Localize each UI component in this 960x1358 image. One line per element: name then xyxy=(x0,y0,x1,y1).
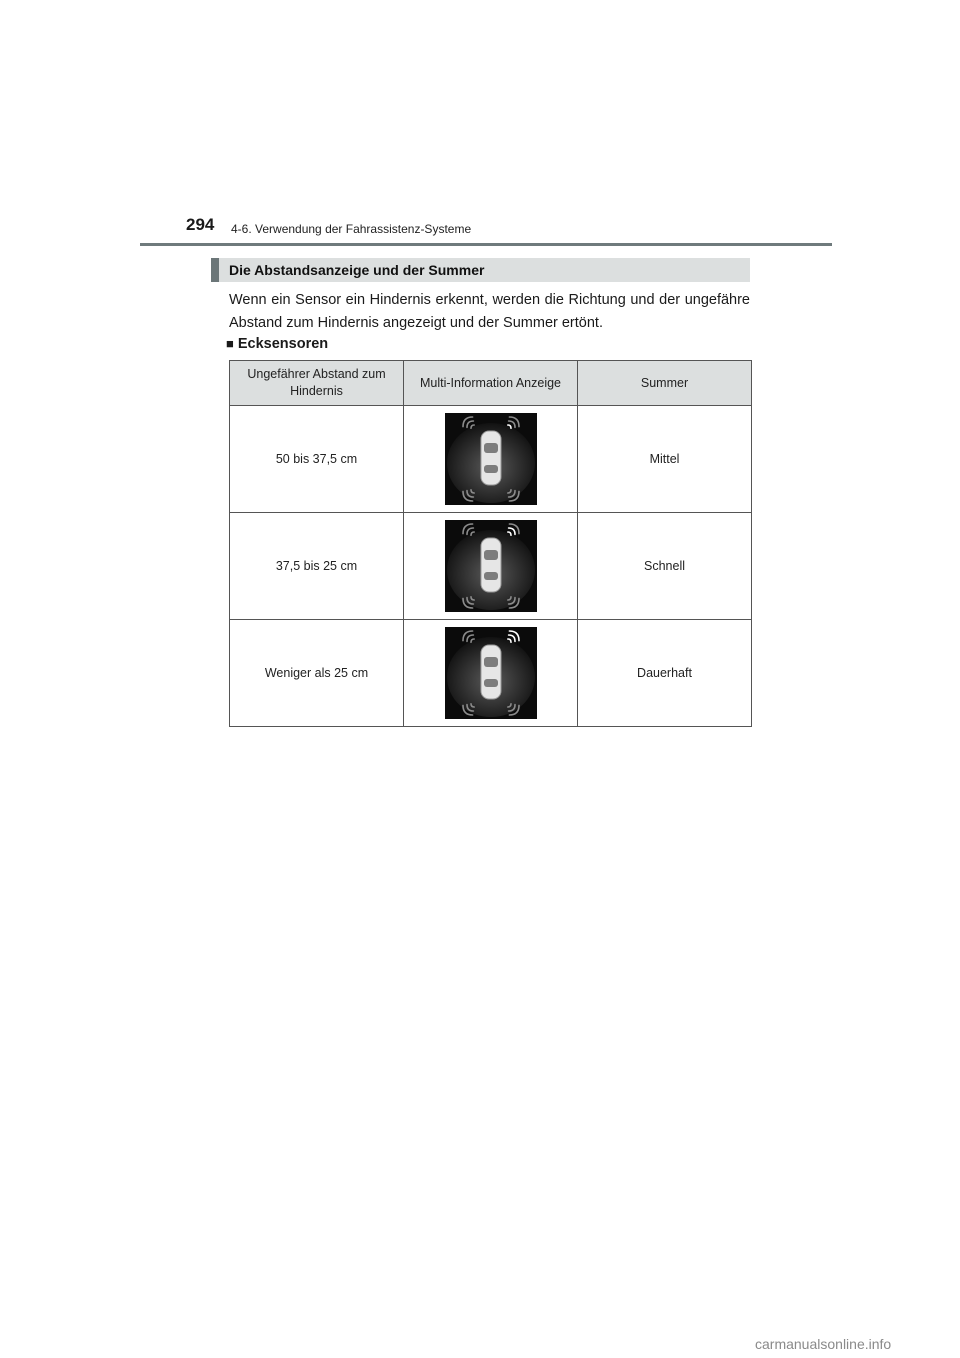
buzzer-cell: Mittel xyxy=(578,406,752,513)
watermark-logo: carmanualsonline.info xyxy=(755,1336,892,1352)
chapter-title: 4-6. Verwendung der Fahrassistenz-Systeme xyxy=(231,222,472,236)
table-row xyxy=(230,513,752,620)
distance-table xyxy=(229,360,752,727)
display-cell xyxy=(404,406,578,513)
table-header-row xyxy=(230,361,752,406)
display-cell xyxy=(404,620,578,727)
header-distance: Ungefährer Abstand zum Hindernis xyxy=(230,361,404,406)
table-row xyxy=(230,620,752,727)
page-number: 294 xyxy=(186,215,215,234)
subheading-label: Ecksensoren xyxy=(237,336,329,352)
distance-cell: Weniger als 25 cm xyxy=(230,620,404,727)
intro-paragraph: Wenn ein Sensor ein Hindernis erkennt, werden die Richtung und der ungefähre Abstand zum Hindernis angezeigt und der Summer ertönt. xyxy=(229,292,750,331)
header-divider xyxy=(140,243,832,246)
buzzer-cell: Schnell xyxy=(578,513,752,620)
parking-sensor-display-icon xyxy=(445,520,537,612)
square-bullet-icon: ■ xyxy=(226,336,234,351)
buzzer-cell: Dauerhaft xyxy=(578,620,752,727)
section-title: Die Abstandsanzeige und der Summer xyxy=(229,262,485,278)
subheading xyxy=(226,336,328,352)
section-heading-bar xyxy=(211,258,750,282)
header-display: Multi-Information Anzeige xyxy=(404,361,578,406)
distance-cell: 37,5 bis 25 cm xyxy=(230,513,404,620)
parking-sensor-display-icon xyxy=(445,413,537,505)
table-row xyxy=(230,406,752,513)
header-buzzer: Summer xyxy=(578,361,752,406)
distance-cell: 50 bis 37,5 cm xyxy=(230,406,404,513)
parking-sensor-display-icon xyxy=(445,627,537,719)
display-cell xyxy=(404,513,578,620)
